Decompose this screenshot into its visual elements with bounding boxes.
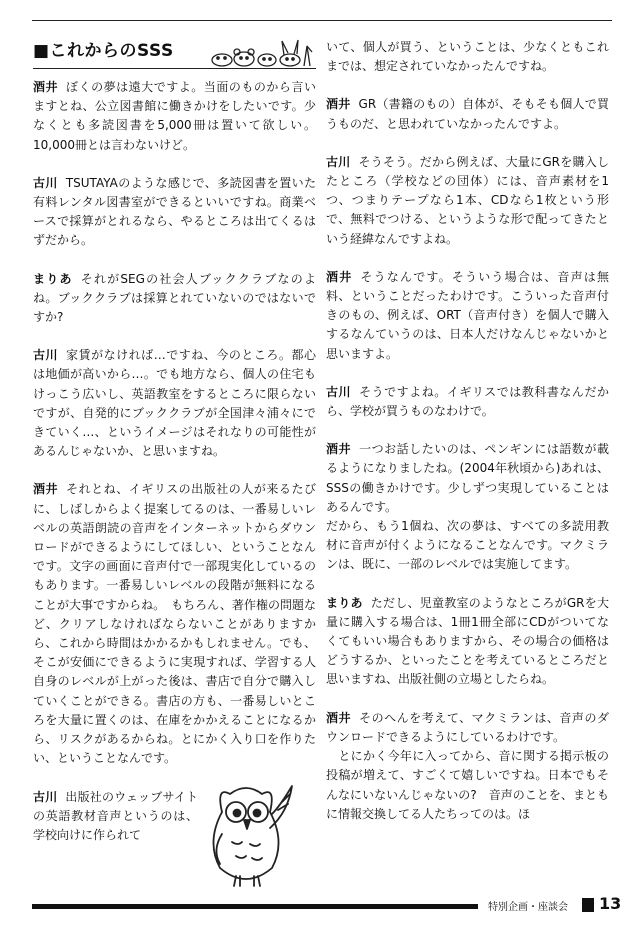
paragraph-text: ただし、児童教室のようなところがGRを大量に購入する場合は、1冊1冊全部にCDがついてなくてもいい場合もありますから、その場合の価格はどうするか、といったことを考えているところだと思いますね、出版社側の立場としたらね。 [326, 595, 609, 687]
paragraph-text: 一つお話したいのは、ペンギンには語数が載るようになりましたね。(2004年秋頃から)あれは、SSSの働きかけです。少しずつ実現していることはあるんです。 [326, 442, 609, 514]
dialogue-paragraph [326, 38, 609, 76]
speaker-name: 酒井 [33, 482, 59, 497]
dialogue-paragraph [326, 383, 609, 421]
footer-block-mark [582, 898, 594, 912]
paragraph-text: 出版社のウェッブサイトの英語教材音声というのは、学校向けに作られて [33, 789, 198, 842]
dialogue-paragraph [326, 95, 609, 133]
paragraph-text: いて、個人が買う、ということは、少なくともこれまでは、想定されていなかったんですね。 [326, 40, 609, 74]
paragraph-text: とにかく今年に入ってから、音に関する掲示板の投稿が増えて、すごくて嬉しいですね。日本でもそんなにいないんじゃないの? 音声のことを、まともに情報交換してる人たちってのは。ほ [326, 749, 609, 821]
right-column [326, 38, 609, 824]
footer-rule [32, 904, 478, 909]
page-number: 13 [599, 894, 622, 913]
paragraph-text: ぼくの夢は遠大ですよ。当面のものから言いますとね、公立図書館に働きかけをしたいです。少なくとも多読図書を5,000冊は置いて欲しい。10,000冊とは言わないけど。 [33, 80, 316, 152]
footer-section-label: 特別企画・座談会 [488, 902, 568, 913]
speaker-name: 古川 [326, 384, 352, 399]
speaker-name: 古川 [326, 154, 351, 169]
dialogue-paragraph-continued [326, 517, 609, 575]
dialogue-paragraph [33, 270, 316, 328]
top-rule [32, 20, 612, 21]
dialogue-paragraph [326, 594, 609, 690]
section-header [33, 40, 316, 69]
speaker-name: 酒井 [326, 442, 352, 457]
paragraph-text: TSUTAYAのような感じで、多読図書を置いた有料レンタル図書室ができるといいですね。商業ベースで採算がとれるなら、やるところは出てくるはずだから。 [33, 175, 316, 248]
paragraph-text: そうなんです。そういう場合は、音声は無料、ということだったわけです。こういった音声付きのもの、例えば、ORT（音声付き）を個人で購入するなんていうのは、日本人だけなんじゃないかと思いますよ。 [326, 269, 609, 361]
dialogue-paragraph [33, 346, 316, 461]
paragraph-text: それとね、イギリスの出版社の人が来るたびに、しばしからよく提案してるのは、一番易しいレベルの英語朗読の音声をインターネットからダウンロードができるようにしてほしい、ということなんです。文字の画面に音声付で一部現実化しているのもあります。一番易しいレベルの段階が無料になることが大事ですからね。 もちろん、著作権の問題など、クリアしなければならないことがありますから、これから時間はかかるかもしれません。でも、そこが安価にできるように実現すれば、学習する人自身のレベルが上がった後は、書店で自分で購入していくことができる。書店の方も、一番易しいところを大量に置くのは、在庫をかかえることになるから、リスクがあるからね。とにかく入り口を作りたい、ということなんです。 [33, 482, 316, 766]
dialogue-paragraph [326, 709, 609, 747]
paragraph-text: 家賃がなければ…ですね、今のところ。都心は地価が高いから…。でも地方なら、個人の住宅もけっこう広いし、英語教室をするところに限らないですが、自発的にブッククラブが全国津々浦々にできていく…、というイメージはそれなりの可能性があるんじゃないか、と思いますね。 [33, 348, 316, 459]
dialogue-paragraph [33, 480, 316, 768]
speaker-name: 古川 [33, 175, 58, 190]
paragraph-text: だから、もう1個ね、次の夢は、すべての多読用教材に音声が付くようになることなんです。マクミランは、既に、一部のレベルでは実施してます。 [326, 519, 609, 572]
speaker-name: 酒井 [326, 710, 352, 725]
owl-illustration [196, 772, 296, 892]
speaker-name: 酒井 [326, 269, 353, 284]
dialogue-paragraph [33, 78, 316, 155]
dialogue-paragraph [326, 268, 609, 364]
paragraph-text: GR（書籍のもの）自体が、そもそも個人で買うものだ、と思われていなかったんですよ。 [326, 97, 609, 131]
paragraph-text: そのへんを考えて、マクミランは、音声のダウンロードできるようにしているわけです。 [326, 710, 609, 744]
dialogue-paragraph [326, 153, 609, 249]
dialogue-paragraph [33, 174, 316, 251]
paragraph-text: そうそう。だから例えば、大量にGRを購入したところ（学校などの団体）には、音声素材を1つ、つまりテープなら1本、CDなら1枚という形で、無料でつける、というような形で配ってきたという経緯なんですよね。 [326, 154, 609, 246]
dialogue-paragraph-continued [326, 747, 609, 824]
animals-icon [210, 38, 314, 68]
paragraph-text: それがSEGの社会人ブッククラブなのよね。ブッククラブは採算とれていないのではないですか? [33, 271, 316, 325]
dialogue-paragraph [326, 440, 609, 517]
speaker-name: 酒井 [33, 80, 59, 94]
speaker-name: 古川 [33, 789, 58, 804]
section-title: ■これからのSSS [33, 41, 174, 61]
left-column [33, 40, 316, 845]
speaker-name: まりあ [326, 595, 363, 610]
speaker-name: まりあ [33, 271, 73, 286]
speaker-name: 古川 [33, 348, 59, 363]
paragraph-text: そうですよね。イギリスでは教科書なんだから、学校が買うものなわけで。 [326, 384, 609, 419]
speaker-name: 酒井 [326, 97, 351, 112]
